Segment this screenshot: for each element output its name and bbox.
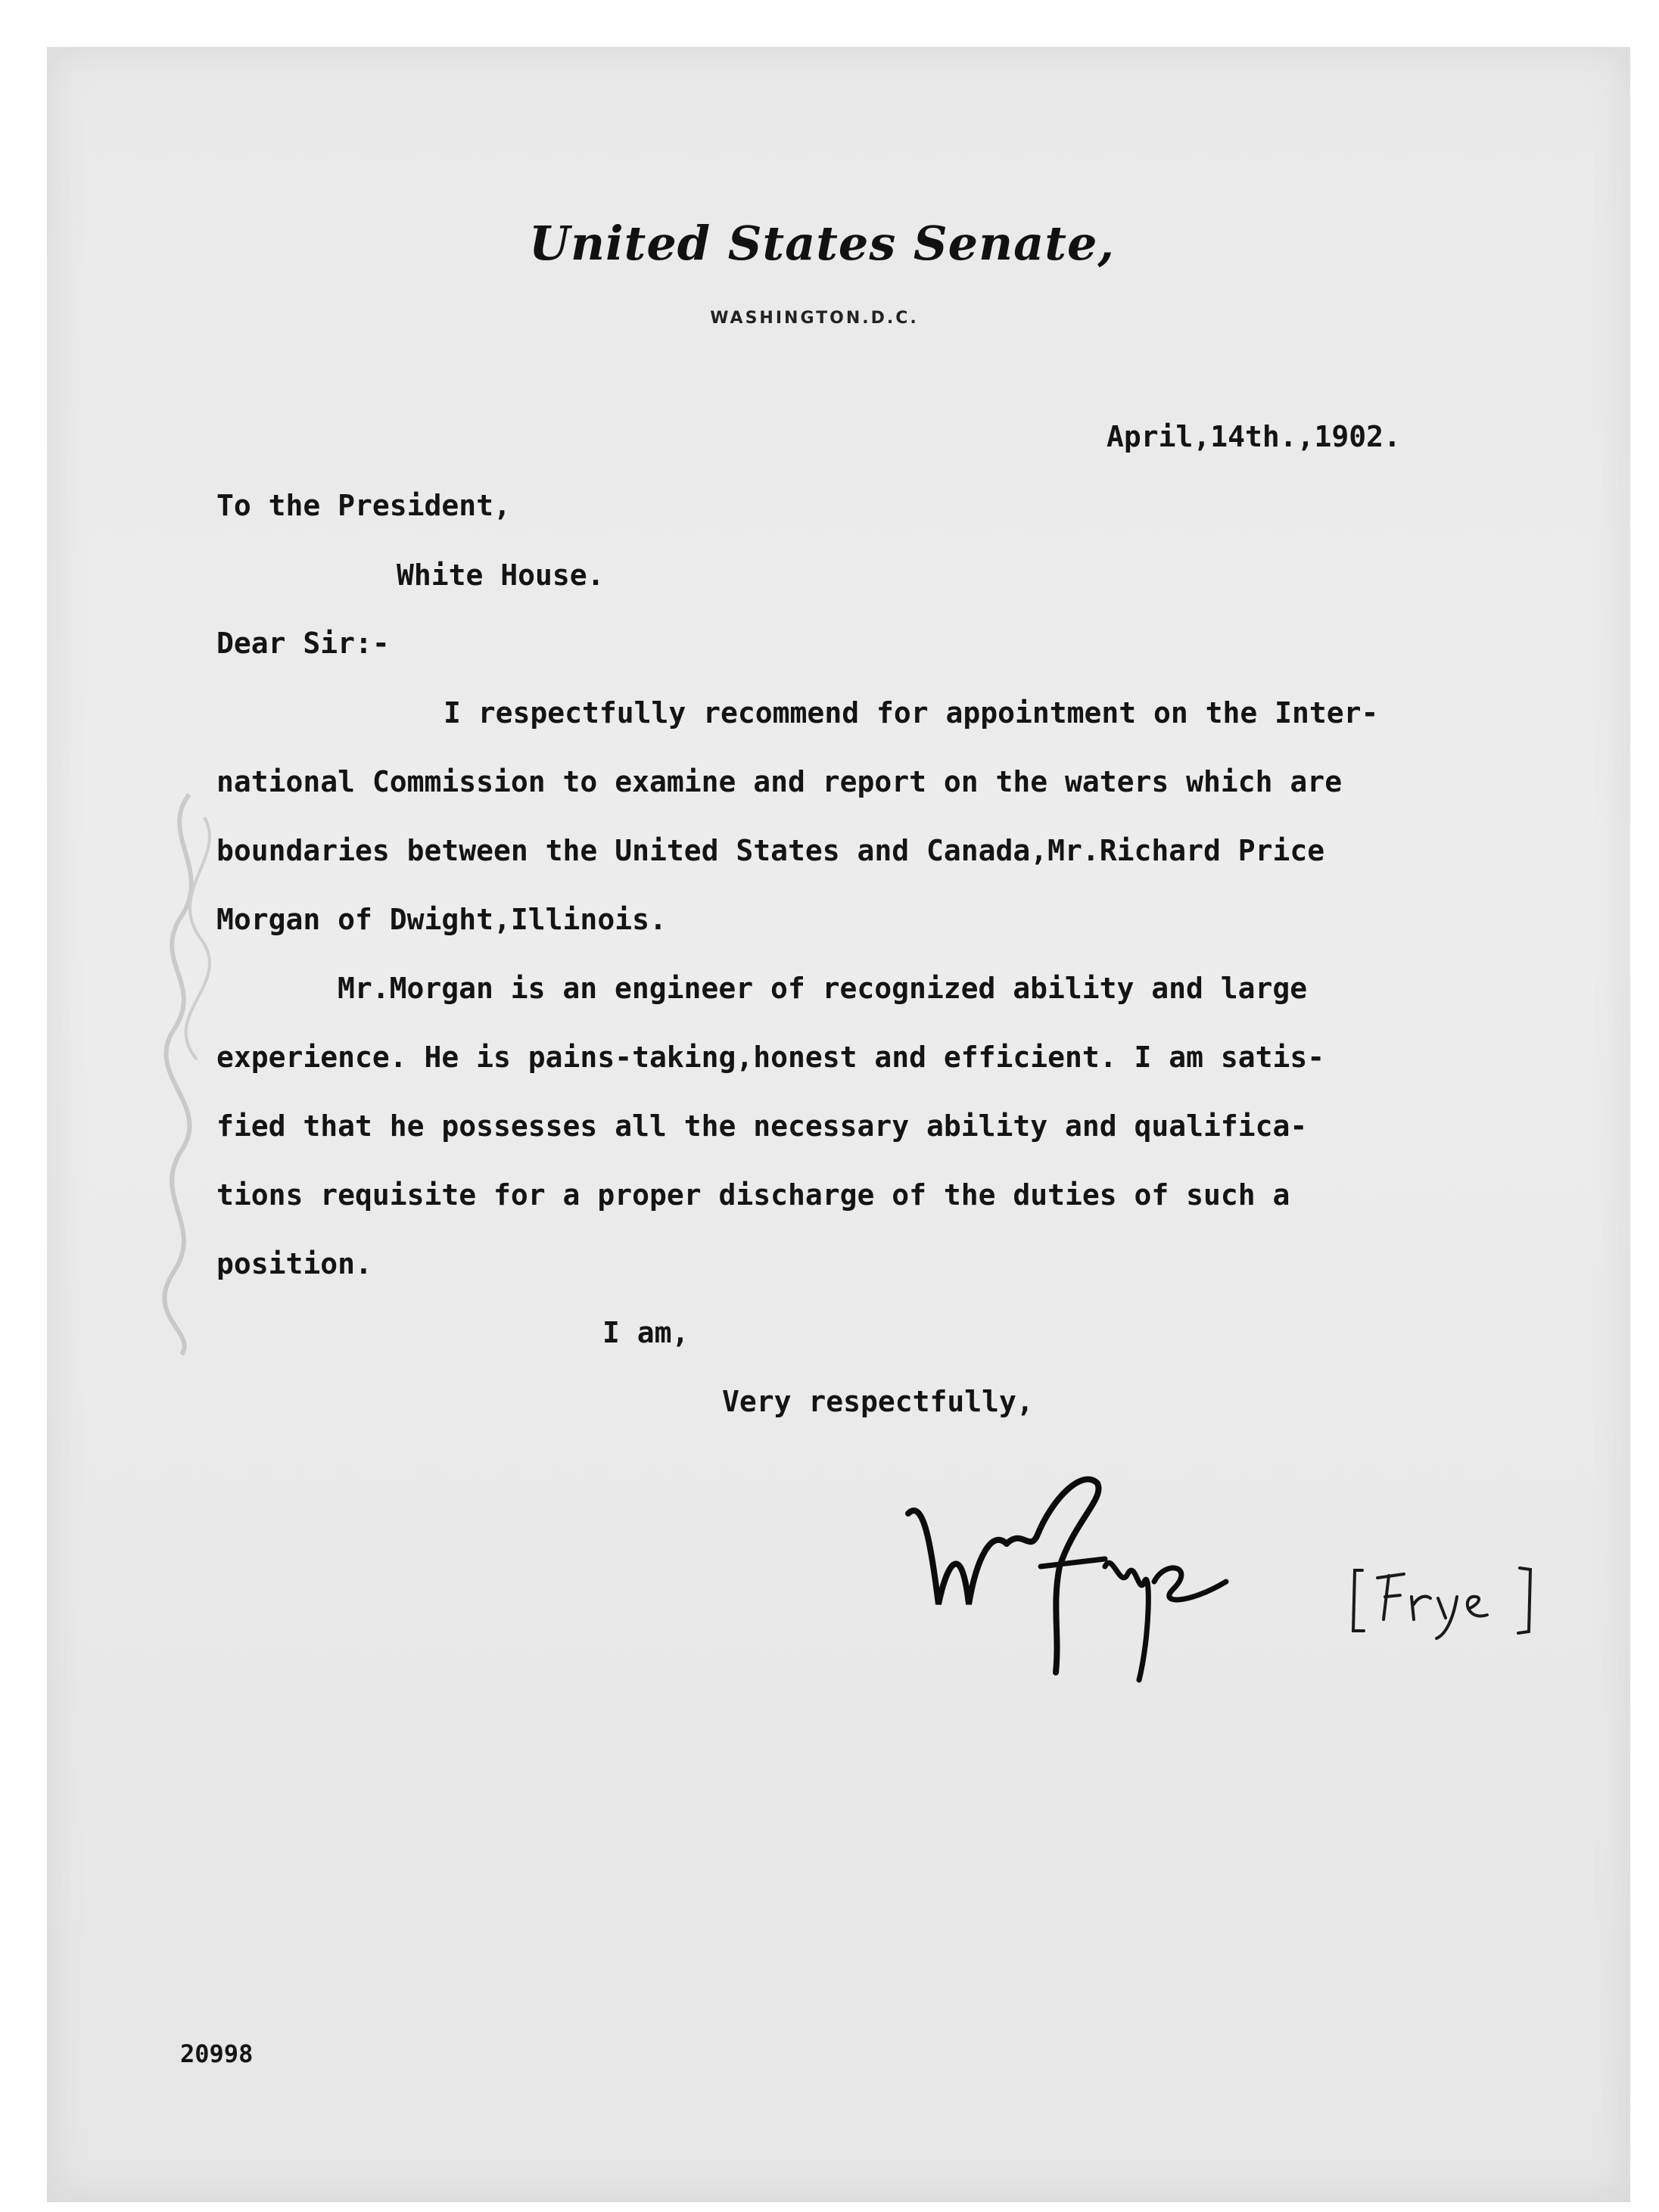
body-line: boundaries between the United States and Canada,Mr.Richard Price — [216, 834, 1325, 867]
handwritten-annotation — [1347, 1559, 1544, 1642]
document-number: 20998 — [180, 2039, 254, 2068]
address-line-2: White House. — [397, 558, 605, 592]
letter-date: April,14th.,1902. — [1107, 420, 1401, 453]
body-line: tions requisite for a proper discharge of the duties of such a — [216, 1178, 1290, 1212]
body-line: I respectfully recommend for appointment on the Inter- — [444, 696, 1379, 730]
salutation: Dear Sir:- — [216, 627, 390, 660]
body-line: Morgan of Dwight,Illinois. — [216, 903, 667, 936]
handwritten-signature — [878, 1453, 1241, 1695]
body-line: national Commission to examine and report on the waters which are — [216, 765, 1343, 798]
body-line: experience. He is pains-taking,honest and efficient. I am satis- — [216, 1041, 1325, 1074]
letterhead-title: United States Senate, — [528, 216, 1116, 271]
body-line: Mr.Morgan is an engineer of recognized ability and large — [338, 972, 1308, 1005]
letterhead-subtitle: WASHINGTON.D.C. — [710, 309, 919, 328]
closing-line-2: Very respectfully, — [722, 1385, 1034, 1418]
closing-line-1: I am, — [602, 1316, 689, 1349]
address-line-1: To the President, — [216, 489, 511, 522]
body-line: position. — [216, 1247, 372, 1280]
body-line: fied that he possesses all the necessary ability and qualifica- — [216, 1109, 1308, 1143]
